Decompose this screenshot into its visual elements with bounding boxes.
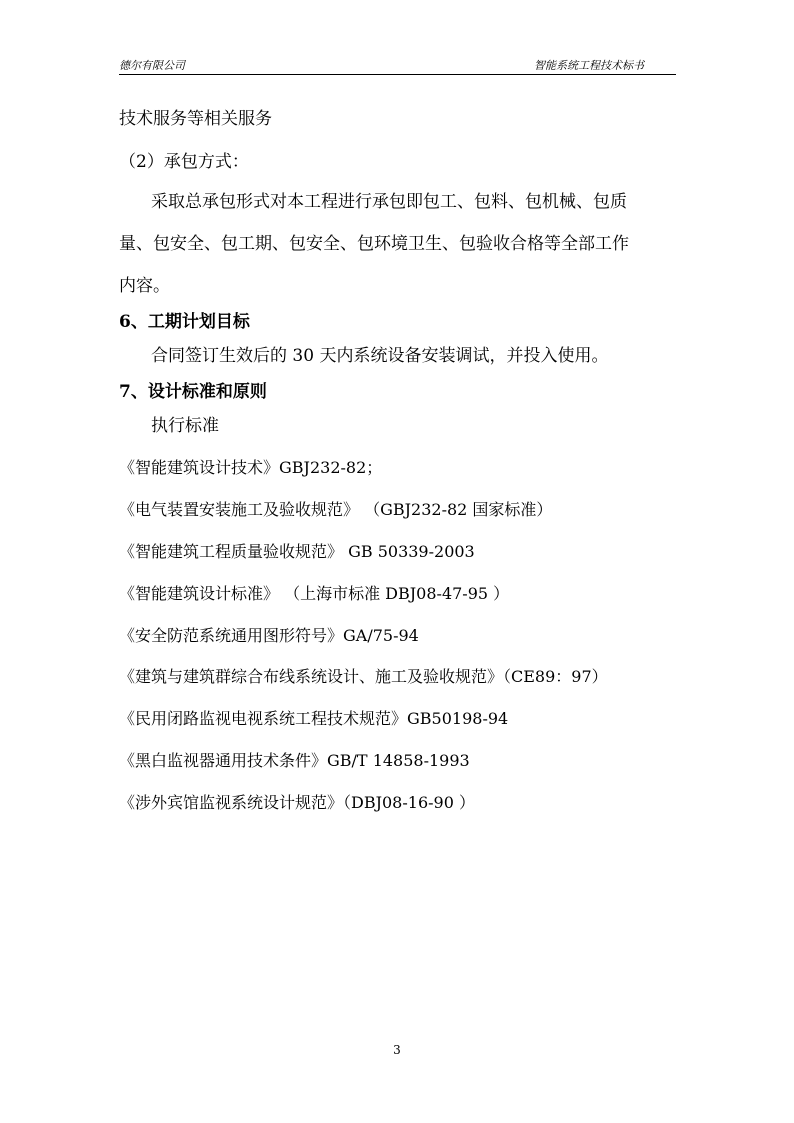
standard-item: 《民用闭路监视电视系统工程技术规范》GB50198-94 [119,709,509,728]
standard-item: 《智能建筑设计标准》 （上海市标准 DBJ08-47-95 ） [119,584,510,603]
standard-item: 《智能建筑设计技术》GBJ232-82； [119,458,383,477]
body-paragraph-line-3: 内容。 [119,276,170,296]
section-6-heading: 6、工期计划目标 [119,312,250,332]
body-line-1: 技术服务等相关服务 [119,109,272,129]
standard-item: 《建筑与建筑群综合布线系统设计、施工及验收规范》（CE89：97） [119,667,608,686]
body-paragraph-line-2: 量、包安全、包工期、包安全、包环境卫生、包验收合格等全部工作 [119,234,629,254]
page-header [119,52,676,75]
header-company: 德尔有限公司 [119,59,185,72]
section-7-heading: 7、设计标准和原则 [119,382,267,402]
header-document-title: 智能系统工程技术标书 [534,59,644,72]
standard-item: 《黑白监视器通用技术条件》GB/T 14858-1993 [119,751,470,770]
page-number: 3 [393,1043,401,1057]
contract-mode-label: （2）承包方式： [119,152,249,172]
section-6-text: 合同签订生效后的 30 天内系统设备安装调试，并投入使用。 [151,346,609,366]
standard-item: 《涉外宾馆监视系统设计规范》（DBJ08-16-90 ） [119,793,475,812]
standard-item: 《安全防范系统通用图形符号》GA/75-94 [119,626,419,645]
standard-item: 《智能建筑工程质量验收规范》 GB 50339-2003 [119,542,475,561]
standard-item: 《电气装置安装施工及验收规范》 （GBJ232-82 国家标准） [119,500,553,519]
body-paragraph-line-1: 采取总承包形式对本工程进行承包即包工、包料、包机械、包质 [151,192,627,212]
section-7-intro: 执行标准 [151,416,219,436]
